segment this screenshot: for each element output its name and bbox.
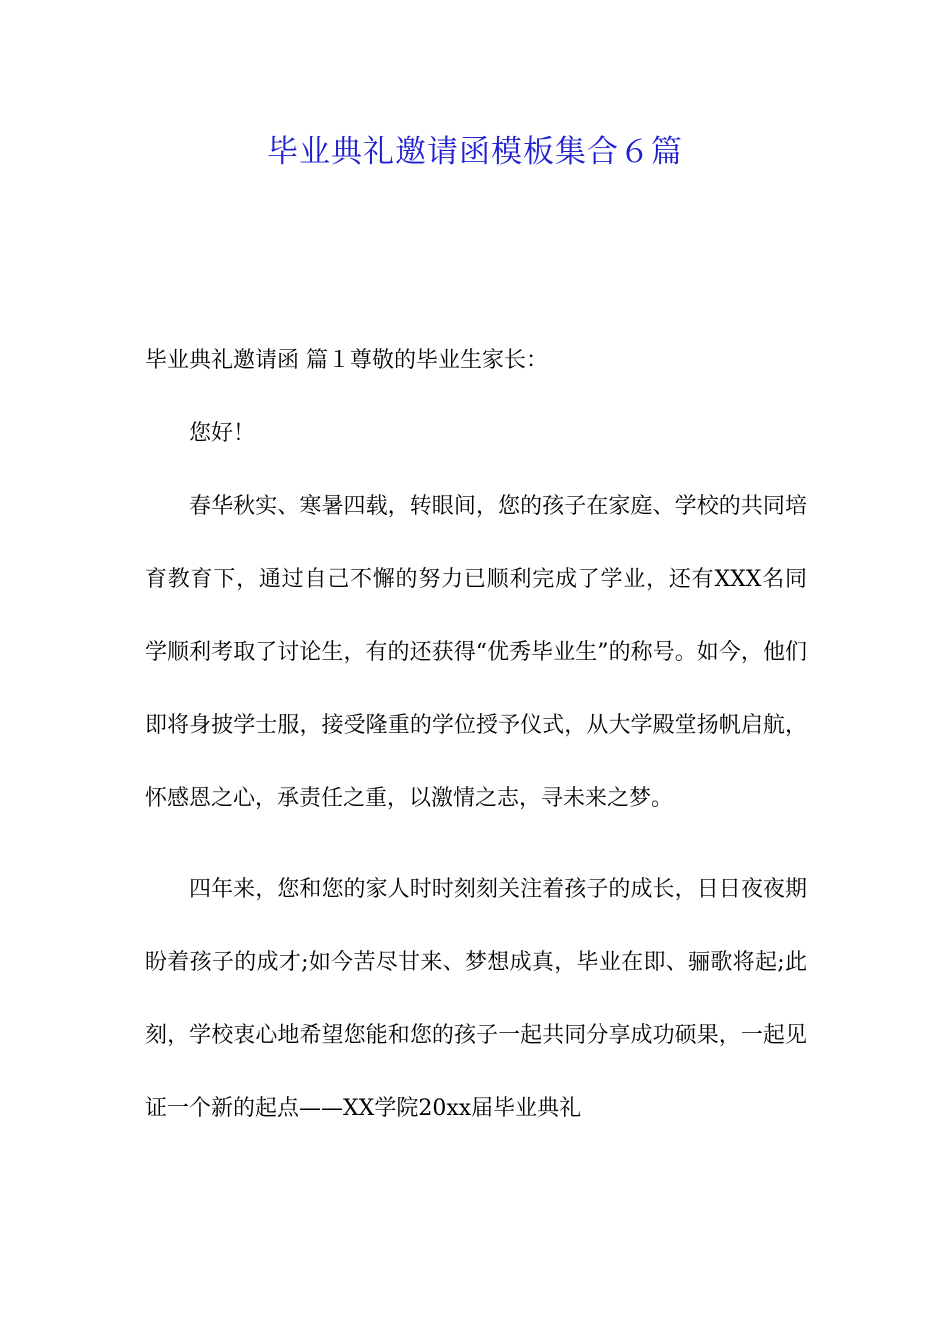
paragraph-heading: 毕业典礼邀请函 篇１尊敬的毕业生家长： [145, 348, 548, 373]
document-title: 毕业典礼邀请函模板集合６篇 [267, 134, 683, 170]
paragraph-body-2: 四年来，您和您的家人时时刻刻关注着孩子的成长，日日夜夜期盼着孩子的成才;如今苦尽甘来、梦想成真，毕业在即、骊歌将起;此刻，学校衷心地希望您能和您的孩子一起共同分享成功硕果，一起见证一个新的起点——XX学院20xx届毕业典礼 [145, 877, 807, 1121]
paragraph-greeting: 您好！ [189, 421, 256, 446]
paragraph-body-1: 春华秋实、寒暑四载，转眼间，您的孩子在家庭、学校的共同培育教育下，通过自己不懈的努力已顺利完成了学业，还有XXX名同学顺利考取了讨论生，有的还获得“优秀毕业生”的称号。如今，他们即将身披学士服，接受隆重的学位授予仪式，从大学殿堂扬帆启航，怀感恩之心，承责任之重，以激情之志，寻未来之梦。 [145, 494, 807, 811]
document-body [145, 343, 807, 1182]
